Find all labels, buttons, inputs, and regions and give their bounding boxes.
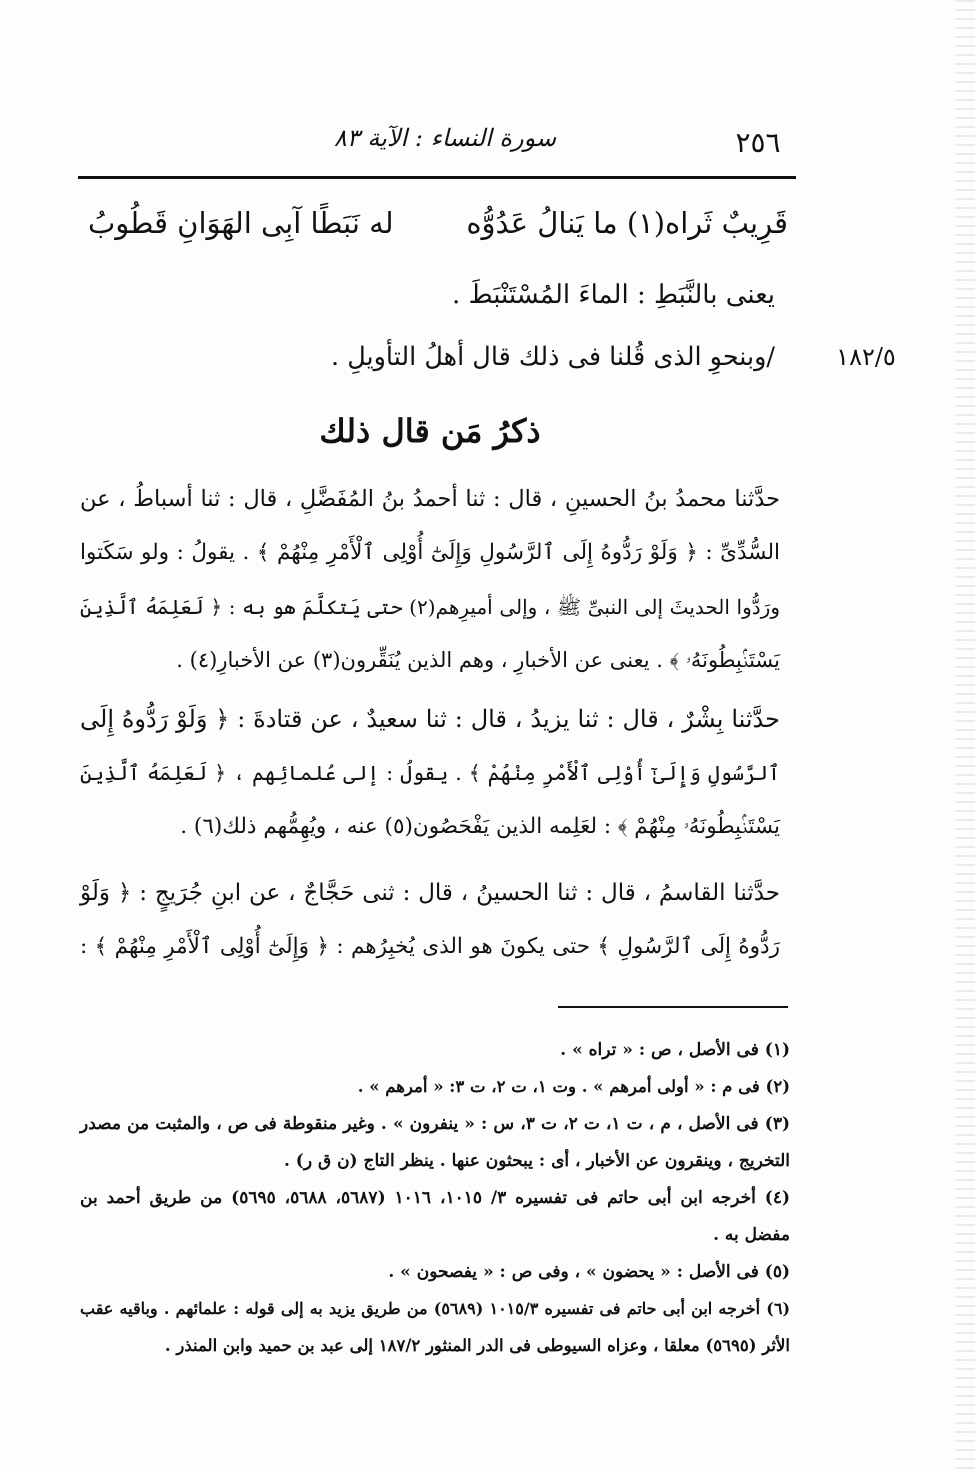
paragraph-line: حدَّثنا بِشْرٌ ، قال : ثنا يزيدُ ، قال : ثنا سعيدٌ ، عن قتادةَ : ﴿ وَلَوْ رَدُّوهُ إِلَى [80,705,780,733]
verse-second-hemistich: له نَبَطًا آبِى الهَوَانِ قَطُوبُ [88,206,394,240]
paragraph-line: يَسْتَنۢبِطُونَهُۥ ﴾ . يعنى عن الأخبارِ ، وهم الذين يُنَقِّرون(٣) عن الأخبارِ(٤) . [176,648,780,672]
footnote: مفضل به . [713,1225,790,1245]
paragraph-line: يَسْتَنۢبِطُونَهُۥ مِنْهُمْ ﴾ : لعَلِمه الذين يَفْحَصُون(٥) عنه ، ويُهِمُّهم ذلك(٦) . [180,814,780,839]
paragraph-line: ٱلرَّسُولِ وَإِلَىٰٓ أُوْلِى ٱلْأَمْرِ مِنْهُمْ ﴾ . يقولُ : إلى عُلمائِهم ، ﴿ لَعَلِمَهُ ٱلَّذِينَ [80,761,780,785]
section-heading: ذكرُ مَن قال ذلك [319,412,541,450]
page-number: ٢٥٦ [735,126,781,159]
body-line: يعنى بالنَّبَطِ : الماءَ المُسْتَنْبَطَ . [451,280,775,310]
footnote: (٦) أخرجه ابن أبى حاتم فى تفسيره ١٠١٥/٣ (٥٦٨٩) من طريق يزيد به إلى قوله : علمائهم . وباقيه عقب [80,1299,791,1318]
verse-first-hemistich: قَرِيبٌ ثَراه(١) ما يَنالُ عَدُوُّه [466,206,788,240]
footnote: (٤) أخرجه ابن أبى حاتم فى تفسيره ٣/ ١٠١٥، ١٠١٦ (٥٦٨٧، ٥٦٨٨، ٥٦٩٥) من طريق أحمد بن [80,1188,790,1208]
paragraph-line: حدَّثنا القاسمُ ، قال : ثنا الحسينُ ، قال : ثنى حَجَّاجٌ ، عن ابنِ جُرَيجٍ : ﴿ وَلَوْ [80,880,780,906]
body-line: /وبنحوِ الذى قُلنا فى ذلك قال أهلُ التأويلِ . [330,342,775,372]
footnote: (٢) فى م : « أولى أمرهم » . وت ١، ت ٢، ت ٣: « أمرهم » . [357,1077,790,1096]
header-divider [78,176,796,179]
footnote: (١) فى الأصل ، ص : « تراه » . [560,1040,790,1060]
paragraph-line: رَدُّوهُ إِلَى ٱلرَّسُولِ ﴾ حتى يكونَ هو الذى يُخبِرُهم : ﴿ وَإِلَىٰٓ أُوْلِى ٱلْأَمْرِ مِنْهُمْ ﴾ : [80,934,780,959]
poetry-verse [88,206,788,240]
footnote: (٣) فى الأصل ، م ، ت ١، ت ٢، ت ٣، س : « ينفرون » . وغير منقوطة فى ص ، والمثبت من مصدر [80,1114,791,1134]
paragraph-line: السُّدِّىِّ : ﴿ وَلَوْ رَدُّوهُ إِلَى ٱلرَّسُولِ وَإِلَىٰٓ أُوْلِى ٱلْأَمْرِ مِنْهُمْ ﴾ . يقولُ : ولو سَكَتوا [80,540,780,565]
margin-reference: ١٨٢/٥ [836,343,896,371]
footnote: التخريج ، وينقرون عن الأخبار ، أى : يبحثون عنها . ينظر التاج (ن ق ر) . [283,1151,790,1171]
footnote: (٥) فى الأصل : « يحضون » ، وفى ص : « يفصحون » . [388,1262,790,1282]
footnote: الأثر (٥٦٩٥) معلقا ، وعزاه السيوطى فى الدر المنثور ١٨٧/٢ إلى عبد بن حميد وابن المنذر . [164,1336,790,1355]
paragraph-line: ورَدُّوا الحديثَ إلى النبىِّ ﷺ ، وإلى أميرِهم(٢) حتى يَتكلَّمَ هو به : ﴿ لَعَلِمَهُ ٱلَّذِينَ [80,595,780,619]
running-header-title: سورة النساء : الآية ٨٣ [333,124,557,152]
page-edge-texture [955,0,975,1469]
paragraph-line: حدَّثنا محمدُ بنُ الحسينِ ، قال : ثنا أحمدُ بنُ المُفَضَّلِ ، قال : ثنا أسباطُ ، عن [80,486,780,512]
footnote-divider [558,1006,788,1008]
